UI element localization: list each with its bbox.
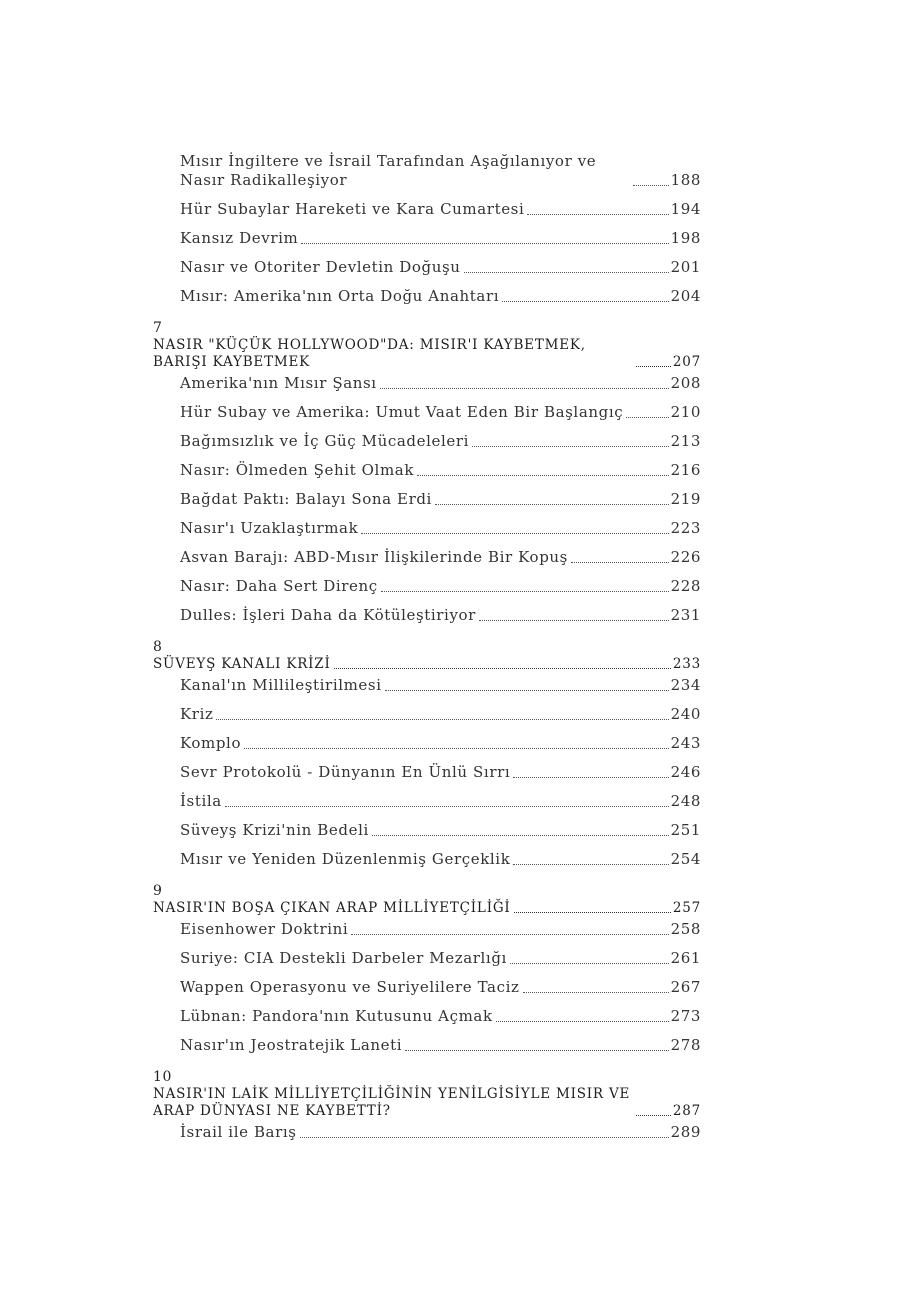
chapter-title-page: 287 bbox=[672, 1103, 701, 1119]
toc-section-page: 243 bbox=[670, 734, 701, 752]
chapter-title-title: NASIR'IN BOŞA ÇIKAN ARAP MİLLİYETÇİLİĞİ bbox=[153, 900, 511, 916]
toc-section-page: 213 bbox=[670, 432, 701, 450]
toc-section-title: Asvan Barajı: ABD-Mısır İlişkilerinde Bir Kopuş bbox=[180, 548, 568, 566]
toc-section-page: 273 bbox=[670, 1007, 701, 1025]
toc-section-title: Wappen Operasyonu ve Suriyelilere Taciz bbox=[180, 978, 520, 996]
toc-section bbox=[180, 287, 701, 306]
toc-section bbox=[180, 734, 701, 753]
toc-section-title: Mısır ve Yeniden Düzenlenmiş Gerçeklik bbox=[180, 850, 511, 868]
dot-leader bbox=[496, 1020, 669, 1022]
dot-leader bbox=[244, 747, 668, 749]
toc-section-page: 198 bbox=[670, 229, 701, 247]
toc-section-page: 219 bbox=[670, 490, 701, 508]
dot-leader bbox=[472, 445, 669, 447]
toc-section-page: 289 bbox=[670, 1123, 701, 1141]
dot-leader bbox=[514, 911, 671, 913]
toc-section bbox=[180, 676, 701, 695]
dot-leader bbox=[405, 1049, 668, 1051]
toc-section bbox=[180, 763, 701, 782]
chapter-number: 8 bbox=[153, 639, 163, 655]
toc-section bbox=[180, 461, 701, 480]
toc-section bbox=[180, 1123, 701, 1142]
toc-section bbox=[180, 850, 701, 869]
toc-section-page: 231 bbox=[670, 606, 701, 624]
toc-section-page: 210 bbox=[670, 403, 701, 421]
toc-section-title: İsrail ile Barış bbox=[180, 1123, 297, 1141]
dot-leader bbox=[372, 834, 669, 836]
chapter-title bbox=[153, 337, 701, 371]
toc-section-page: 258 bbox=[670, 920, 701, 938]
dot-leader bbox=[435, 503, 669, 505]
dot-leader bbox=[510, 962, 669, 964]
toc-group bbox=[153, 152, 701, 306]
dot-leader bbox=[417, 474, 669, 476]
chapter-title bbox=[153, 900, 701, 917]
toc-section bbox=[180, 821, 701, 840]
dot-leader bbox=[626, 416, 668, 418]
toc-section-title: Nasır ve Otoriter Devletin Doğuşu bbox=[180, 258, 461, 276]
toc-section-page: 216 bbox=[670, 461, 701, 479]
chapter-title-page: 257 bbox=[672, 900, 701, 916]
toc-section-page: 208 bbox=[670, 374, 701, 392]
dot-leader bbox=[464, 271, 669, 273]
toc-section bbox=[180, 152, 701, 190]
toc-section-title: Dulles: İşleri Daha da Kötüleştiriyor bbox=[180, 606, 476, 624]
toc-section-title: Bağımsızlık ve İç Güç Mücadeleleri bbox=[180, 432, 470, 450]
chapter-title-title: NASIR "KÜÇÜK HOLLYWOOD"DA: MISIR'I KAYBETMEK, BARIŞI KAYBETMEK bbox=[153, 337, 586, 370]
toc-section-page: 188 bbox=[670, 171, 701, 189]
toc-section-title: Bağdat Paktı: Balayı Sona Erdi bbox=[180, 490, 432, 508]
toc-section-title: Hür Subay ve Amerika: Umut Vaat Eden Bir Başlangıç bbox=[180, 403, 624, 421]
toc-section bbox=[180, 432, 701, 451]
toc-section-title: Mısır: Amerika'nın Orta Doğu Anahtarı bbox=[180, 287, 500, 305]
toc-section bbox=[180, 490, 701, 509]
dot-leader bbox=[636, 1114, 671, 1116]
toc-section-title: Amerika'nın Mısır Şansı bbox=[180, 374, 377, 392]
toc-section bbox=[180, 705, 701, 724]
toc-section-page: 251 bbox=[670, 821, 701, 839]
toc-group bbox=[153, 320, 701, 625]
dot-leader bbox=[301, 242, 668, 244]
chapter-title bbox=[153, 1086, 701, 1120]
dot-leader bbox=[380, 387, 669, 389]
toc-section-title: İstila bbox=[180, 792, 222, 810]
toc-section-page: 226 bbox=[670, 548, 701, 566]
toc-section-title: Nasır'ı Uzaklaştırmak bbox=[180, 519, 359, 537]
dot-leader bbox=[385, 689, 669, 691]
dot-leader bbox=[571, 561, 669, 563]
toc-group bbox=[153, 639, 701, 869]
toc-group bbox=[153, 883, 701, 1055]
toc-section-page: 261 bbox=[670, 949, 701, 967]
toc-section-title: Nasır: Ölmeden Şehit Olmak bbox=[180, 461, 415, 479]
toc-section-page: 267 bbox=[670, 978, 701, 996]
toc-section bbox=[180, 792, 701, 811]
toc-section bbox=[180, 978, 701, 997]
dot-leader bbox=[636, 365, 671, 367]
toc-section bbox=[180, 258, 701, 277]
toc-section bbox=[180, 949, 701, 968]
chapter-title bbox=[153, 656, 701, 673]
toc-section bbox=[180, 374, 701, 393]
toc-section-page: 254 bbox=[670, 850, 701, 868]
toc-section-title: Suriye: CIA Destekli Darbeler Mezarlığı bbox=[180, 949, 507, 967]
toc-section-title: Kanal'ın Millileştirilmesi bbox=[180, 676, 382, 694]
chapter-heading bbox=[153, 639, 701, 673]
toc-section bbox=[180, 229, 701, 248]
toc-section bbox=[180, 606, 701, 625]
toc-section bbox=[180, 200, 701, 219]
dot-leader bbox=[225, 805, 669, 807]
toc-section-title: Sevr Protokolü - Dünyanın En Ünlü Sırrı bbox=[180, 763, 511, 781]
toc-section bbox=[180, 920, 701, 939]
toc-section-page: 248 bbox=[670, 792, 701, 810]
toc-section-title: Süveyş Krizi'nin Bedeli bbox=[180, 821, 369, 839]
toc-section-title: Mısır İngiltere ve İsrail Tarafından Aşağılanıyor ve Nasır Radikalleşiyor bbox=[180, 152, 597, 189]
toc-section bbox=[180, 1007, 701, 1026]
chapter-heading bbox=[153, 320, 701, 371]
dot-leader bbox=[300, 1136, 669, 1138]
toc-section bbox=[180, 1036, 701, 1055]
toc-section-title: Komplo bbox=[180, 734, 242, 752]
toc-section-title: Lübnan: Pandora'nın Kutusunu Açmak bbox=[180, 1007, 493, 1025]
toc-section-page: 201 bbox=[670, 258, 701, 276]
toc-section-page: 194 bbox=[670, 200, 701, 218]
dot-leader bbox=[381, 590, 669, 592]
dot-leader bbox=[479, 619, 669, 621]
chapter-title-title: SÜVEYŞ KANALI KRİZİ bbox=[153, 656, 331, 672]
toc-section bbox=[180, 519, 701, 538]
chapter-title-page: 207 bbox=[672, 354, 701, 370]
dot-leader bbox=[351, 933, 668, 935]
dot-leader bbox=[633, 184, 669, 186]
chapter-title-title: NASIR'IN LAİK MİLLİYETÇİLİĞİNİN YENİLGİSİYLE MISIR VE ARAP DÜNYASI NE KAYBETTİ? bbox=[153, 1086, 631, 1119]
toc-section-page: 223 bbox=[670, 519, 701, 537]
toc-section-title: Nasır'ın Jeostratejik Laneti bbox=[180, 1036, 403, 1054]
toc-section-page: 228 bbox=[670, 577, 701, 595]
toc-section-title: Eisenhower Doktrini bbox=[180, 920, 349, 938]
dot-leader bbox=[502, 300, 668, 302]
toc-section-title: Kansız Devrim bbox=[180, 229, 299, 247]
toc-section-page: 278 bbox=[670, 1036, 701, 1054]
toc-section-page: 204 bbox=[670, 287, 701, 305]
dot-leader bbox=[527, 213, 668, 215]
chapter-number: 9 bbox=[153, 883, 163, 899]
dot-leader bbox=[513, 776, 668, 778]
chapter-heading bbox=[153, 883, 701, 917]
dot-leader bbox=[523, 991, 669, 993]
toc-section bbox=[180, 548, 701, 567]
toc-section-title: Kriz bbox=[180, 705, 214, 723]
chapter-title-page: 233 bbox=[672, 656, 701, 672]
dot-leader bbox=[361, 532, 668, 534]
toc-section bbox=[180, 403, 701, 422]
toc-section-title: Hür Subaylar Hareketi ve Kara Cumartesi bbox=[180, 200, 525, 218]
toc-section-page: 234 bbox=[670, 676, 701, 694]
dot-leader bbox=[216, 718, 668, 720]
toc-group bbox=[153, 1069, 701, 1142]
chapter-number: 7 bbox=[153, 320, 163, 336]
toc-section-page: 240 bbox=[670, 705, 701, 723]
dot-leader bbox=[334, 667, 671, 669]
dot-leader bbox=[513, 863, 668, 865]
table-of-contents bbox=[153, 152, 701, 1156]
toc-section bbox=[180, 577, 701, 596]
chapter-heading bbox=[153, 1069, 701, 1120]
chapter-number: 10 bbox=[153, 1069, 173, 1085]
toc-section-title: Nasır: Daha Sert Direnç bbox=[180, 577, 378, 595]
toc-section-page: 246 bbox=[670, 763, 701, 781]
